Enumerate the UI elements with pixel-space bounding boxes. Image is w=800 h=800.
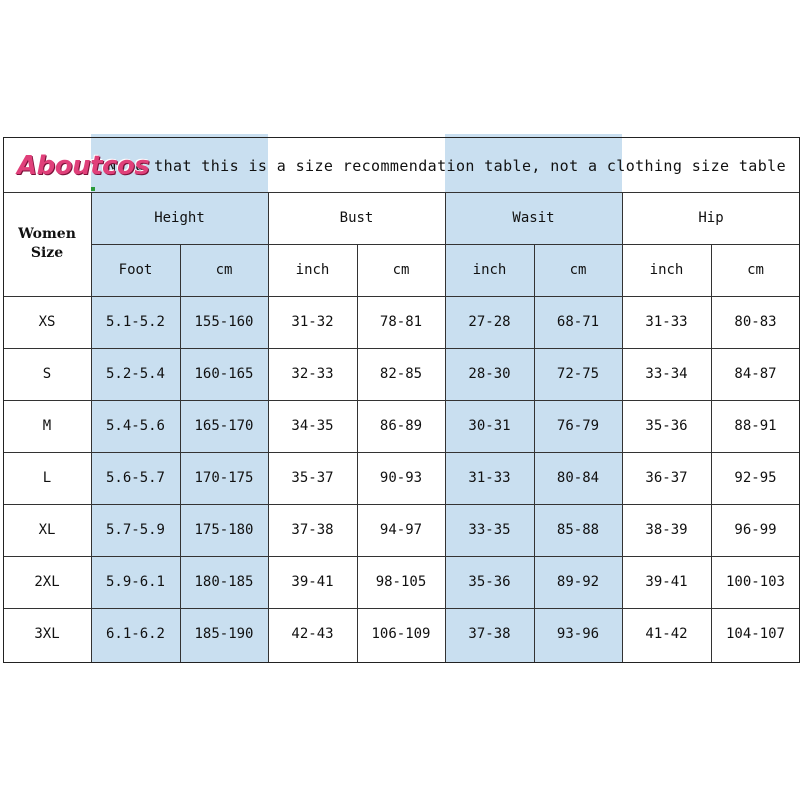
table-cell: 170-175 — [194, 470, 254, 486]
sub-header: cm — [215, 262, 233, 278]
table-cell: 93-96 — [556, 626, 600, 642]
table-cell: 98-105 — [375, 574, 427, 590]
table-cell: 37-38 — [291, 522, 334, 538]
size-chart — [3, 137, 800, 663]
table-cell: 89-92 — [556, 574, 600, 590]
table-cell: 92-95 — [734, 470, 777, 486]
table-cell: 82-85 — [379, 366, 423, 382]
size-label: S — [42, 366, 52, 382]
table-cell: 28-30 — [468, 366, 511, 382]
sub-header: inch — [295, 262, 330, 278]
table-cell: 5.7-5.9 — [105, 522, 165, 538]
sub-header: inch — [472, 262, 507, 278]
size-label: XL — [38, 522, 56, 538]
table-cell: 34-35 — [291, 418, 334, 434]
size-label: L — [42, 470, 52, 486]
table-cell: 30-31 — [468, 418, 511, 434]
table-cell: 80-83 — [734, 314, 777, 330]
table-cell: 155-160 — [194, 314, 254, 330]
table-cell: 5.6-5.7 — [105, 470, 165, 486]
table-cell: 106-109 — [371, 626, 431, 642]
table-cell: 175-180 — [194, 522, 254, 538]
table-cell: 31-33 — [468, 470, 511, 486]
table-cell: 180-185 — [194, 574, 254, 590]
table-cell: 96-99 — [734, 522, 777, 538]
table-cell: 94-97 — [379, 522, 423, 538]
table-cell: 35-36 — [645, 418, 688, 434]
table-cell: 68-71 — [556, 314, 600, 330]
table-cell: 5.4-5.6 — [105, 418, 165, 434]
table-cell: 84-87 — [734, 366, 777, 382]
table-cell: 5.1-5.2 — [105, 314, 165, 330]
table-cell: 33-35 — [468, 522, 511, 538]
table-cell: 37-38 — [468, 626, 511, 642]
corner-line-1: Women — [18, 226, 76, 242]
sub-header: cm — [747, 262, 764, 278]
table-cell: 33-34 — [645, 366, 688, 382]
sub-header: Foot — [118, 262, 153, 278]
table-cell: 5.9-6.1 — [105, 574, 165, 590]
sub-header: inch — [649, 262, 684, 278]
table-cell: 36-37 — [645, 470, 688, 486]
table-cell: 72-75 — [556, 366, 600, 382]
table-cell: 35-37 — [291, 470, 334, 486]
table-cell: 90-93 — [379, 470, 423, 486]
table-frame — [3, 137, 800, 663]
brand-logo: Aboutcos — [17, 151, 150, 181]
table-cell: 6.1-6.2 — [105, 626, 165, 642]
table-cell: 88-91 — [734, 418, 777, 434]
table-cell: 165-170 — [194, 418, 254, 434]
table-cell: 85-88 — [556, 522, 600, 538]
table-cell: 78-81 — [379, 314, 423, 330]
note-text: Note that this is a size recommendation table, not a clothing size table — [107, 157, 787, 175]
size-label: XS — [38, 314, 56, 330]
group-header: Wasit — [512, 210, 555, 226]
table-cell: 185-190 — [194, 626, 254, 642]
group-header: Hip — [698, 210, 724, 226]
table-cell: 41-42 — [645, 626, 688, 642]
sub-header: cm — [569, 262, 587, 278]
table-cell: 39-41 — [645, 574, 688, 590]
group-header: Bust — [339, 210, 374, 226]
size-label: M — [42, 418, 52, 434]
table-cell: 32-33 — [291, 366, 334, 382]
table-cell: 100-103 — [725, 574, 785, 590]
sub-header: cm — [392, 262, 410, 278]
table-cell: 31-33 — [645, 314, 688, 330]
table-cell: 27-28 — [468, 314, 511, 330]
table-cell: 35-36 — [468, 574, 511, 590]
group-header: Height — [154, 210, 205, 226]
table-cell: 31-32 — [291, 314, 334, 330]
table-cell: 39-41 — [291, 574, 334, 590]
corner-line-2: Size — [30, 245, 64, 261]
table-cell: 86-89 — [379, 418, 423, 434]
table-cell: 38-39 — [645, 522, 688, 538]
table-cell: 76-79 — [556, 418, 600, 434]
table-cell: 104-107 — [725, 626, 785, 642]
size-label: 3XL — [34, 626, 60, 642]
table-cell: 42-43 — [291, 626, 334, 642]
size-label: 2XL — [34, 574, 60, 590]
table-cell: 5.2-5.4 — [105, 366, 165, 382]
table-cell: 160-165 — [194, 366, 254, 382]
table-cell: 80-84 — [556, 470, 600, 486]
